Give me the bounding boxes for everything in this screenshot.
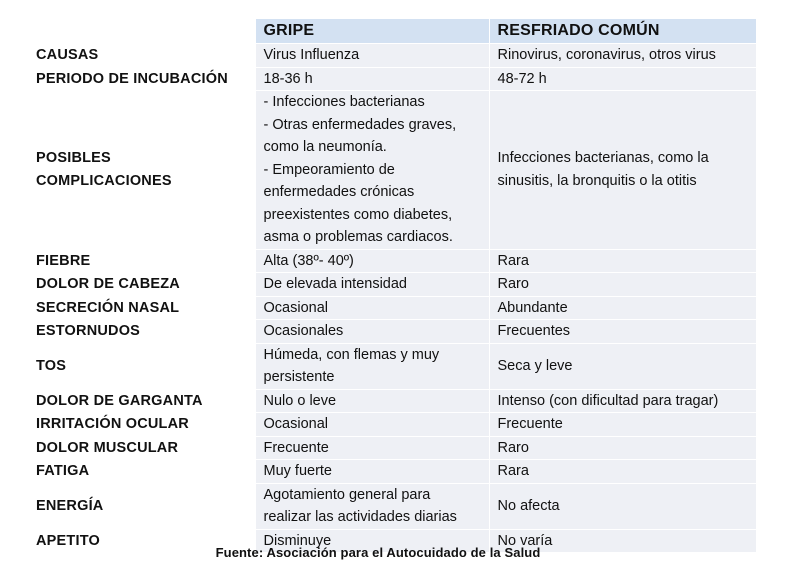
gripe-cell: [255, 273, 489, 297]
gripe-cell-line: Húmeda, con flemas y muy: [263, 346, 440, 363]
table-row: [28, 343, 756, 389]
resfriado-cell: [489, 460, 756, 484]
row-label-line: COMPLICACIONES: [36, 172, 172, 189]
row-label-line: DOLOR DE CABEZA: [36, 276, 180, 292]
resfriado-cell-line: Rara: [497, 252, 529, 269]
resfriado-cell-line: Rinovirus, coronavirus, otros virus: [497, 47, 716, 63]
resfriado-cell-line: Frecuentes: [497, 323, 571, 339]
gripe-cell-line: - Infecciones bacterianas: [263, 94, 425, 110]
gripe-cell-line: Muy fuerte: [263, 463, 332, 479]
row-label-line: PERIODO DE INCUBACIÓN: [36, 70, 228, 87]
row-label: [28, 44, 255, 68]
resfriado-cell-line: Infecciones bacterianas, como la: [497, 150, 709, 167]
row-label-line: POSIBLES: [36, 150, 111, 167]
resfriado-cell-line: Raro: [497, 439, 529, 456]
row-label: [28, 67, 255, 91]
gripe-cell-line: - Otras enfermedades graves,: [263, 116, 457, 133]
row-label: [28, 413, 255, 437]
gripe-cell: [255, 343, 489, 389]
table-row: [28, 67, 756, 91]
row-label-line: ENERGÍA: [36, 497, 104, 514]
gripe-cell: [255, 483, 489, 529]
table-header-row: [28, 19, 756, 44]
resfriado-cell-line: 48-72 h: [497, 70, 547, 87]
row-label-line: FIEBRE: [36, 252, 91, 269]
row-label: [28, 91, 255, 250]
table-row: [28, 320, 756, 344]
resfriado-cell-line: No afecta: [497, 497, 560, 514]
gripe-cell-line: enfermedades crónicas: [263, 184, 415, 200]
gripe-cell-line: Virus Influenza: [263, 47, 360, 63]
row-label-line: ESTORNUDOS: [36, 323, 141, 339]
gripe-cell: [255, 44, 489, 68]
table-row: [28, 296, 756, 320]
row-label: [28, 320, 255, 344]
resfriado-cell: [489, 44, 756, 68]
gripe-cell-line: 18-36 h: [263, 70, 313, 87]
resfriado-cell: [489, 413, 756, 437]
table-row: [28, 413, 756, 437]
resfriado-cell: [489, 249, 756, 273]
row-label: [28, 296, 255, 320]
table-row: [28, 273, 756, 297]
table-row: [28, 249, 756, 273]
resfriado-cell-line: Abundante: [497, 299, 568, 316]
resfriado-cell: [489, 320, 756, 344]
row-label: [28, 460, 255, 484]
gripe-cell-line: Ocasional: [263, 299, 328, 316]
gripe-cell-line: Nulo o leve: [263, 392, 337, 409]
row-label: [28, 389, 255, 413]
header-blank-cell: [28, 19, 255, 44]
table-row: [28, 436, 756, 460]
gripe-cell-line: Alta (38º- 40º): [263, 252, 354, 269]
resfriado-cell: [489, 343, 756, 389]
table-row: [28, 483, 756, 529]
row-label: [28, 273, 255, 297]
table-row: [28, 389, 756, 413]
gripe-cell-line: Frecuente: [263, 439, 329, 456]
table-row: [28, 91, 756, 250]
resfriado-cell: [489, 436, 756, 460]
source-caption: Fuente: Asociación para el Autocuidado de la Salud: [215, 545, 541, 560]
gripe-cell-line: persistente: [263, 369, 335, 385]
gripe-cell: [255, 249, 489, 273]
row-label-line: IRRITACIÓN OCULAR: [36, 416, 189, 432]
header-gripe: GRIPE: [255, 19, 489, 44]
comparison-table: [28, 19, 757, 553]
resfriado-cell: [489, 91, 756, 250]
gripe-cell-line: como la neumonía.: [263, 139, 387, 155]
gripe-cell: [255, 320, 489, 344]
gripe-cell-line: - Empeoramiento de: [263, 161, 395, 178]
row-label: [28, 249, 255, 273]
row-label-line: DOLOR DE GARGANTA: [36, 392, 203, 409]
resfriado-cell-line: Frecuente: [497, 416, 563, 432]
gripe-cell-line: De elevada intensidad: [263, 276, 407, 292]
gripe-cell: [255, 296, 489, 320]
table-row: [28, 460, 756, 484]
gripe-cell-line: Ocasional: [263, 416, 328, 432]
resfriado-cell-line: Rara: [497, 463, 529, 479]
resfriado-cell: [489, 483, 756, 529]
row-label-line: APETITO: [36, 532, 100, 549]
gripe-cell-line: preexistentes como diabetes,: [263, 206, 453, 223]
resfriado-cell: [489, 296, 756, 320]
gripe-cell-line: asma o problemas cardiacos.: [263, 229, 453, 245]
gripe-cell: [255, 67, 489, 91]
resfriado-cell: [489, 273, 756, 297]
row-label-line: DOLOR MUSCULAR: [36, 439, 179, 456]
resfriado-cell-line: No varía: [497, 532, 553, 549]
gripe-cell: [255, 389, 489, 413]
header-resfriado: RESFRIADO COMÚN: [489, 19, 756, 44]
gripe-cell: [255, 460, 489, 484]
table-body: [28, 44, 756, 553]
resfriado-cell: [489, 67, 756, 91]
gripe-cell: [255, 436, 489, 460]
gripe-cell-line: Ocasionales: [263, 323, 344, 339]
gripe-cell: [255, 413, 489, 437]
gripe-cell: [255, 91, 489, 250]
table-row: [28, 44, 756, 68]
resfriado-cell-line: Intenso (con dificultad para tragar): [497, 392, 719, 409]
row-label-line: TOS: [36, 357, 67, 374]
row-label: [28, 343, 255, 389]
row-label-line: FATIGA: [36, 463, 90, 479]
gripe-cell-line: Agotamiento general para: [263, 486, 431, 503]
gripe-cell-line: realizar las actividades diarias: [263, 509, 457, 525]
gripe-cell-line: Disminuye: [263, 532, 332, 549]
row-label: [28, 436, 255, 460]
row-label: [28, 483, 255, 529]
row-label-line: CAUSAS: [36, 47, 99, 63]
resfriado-cell-line: sinusitis, la bronquitis o la otitis: [497, 172, 697, 189]
resfriado-cell-line: Raro: [497, 276, 529, 292]
resfriado-cell: [489, 389, 756, 413]
row-label-line: SECRECIÓN NASAL: [36, 299, 180, 316]
resfriado-cell-line: Seca y leve: [497, 357, 573, 374]
